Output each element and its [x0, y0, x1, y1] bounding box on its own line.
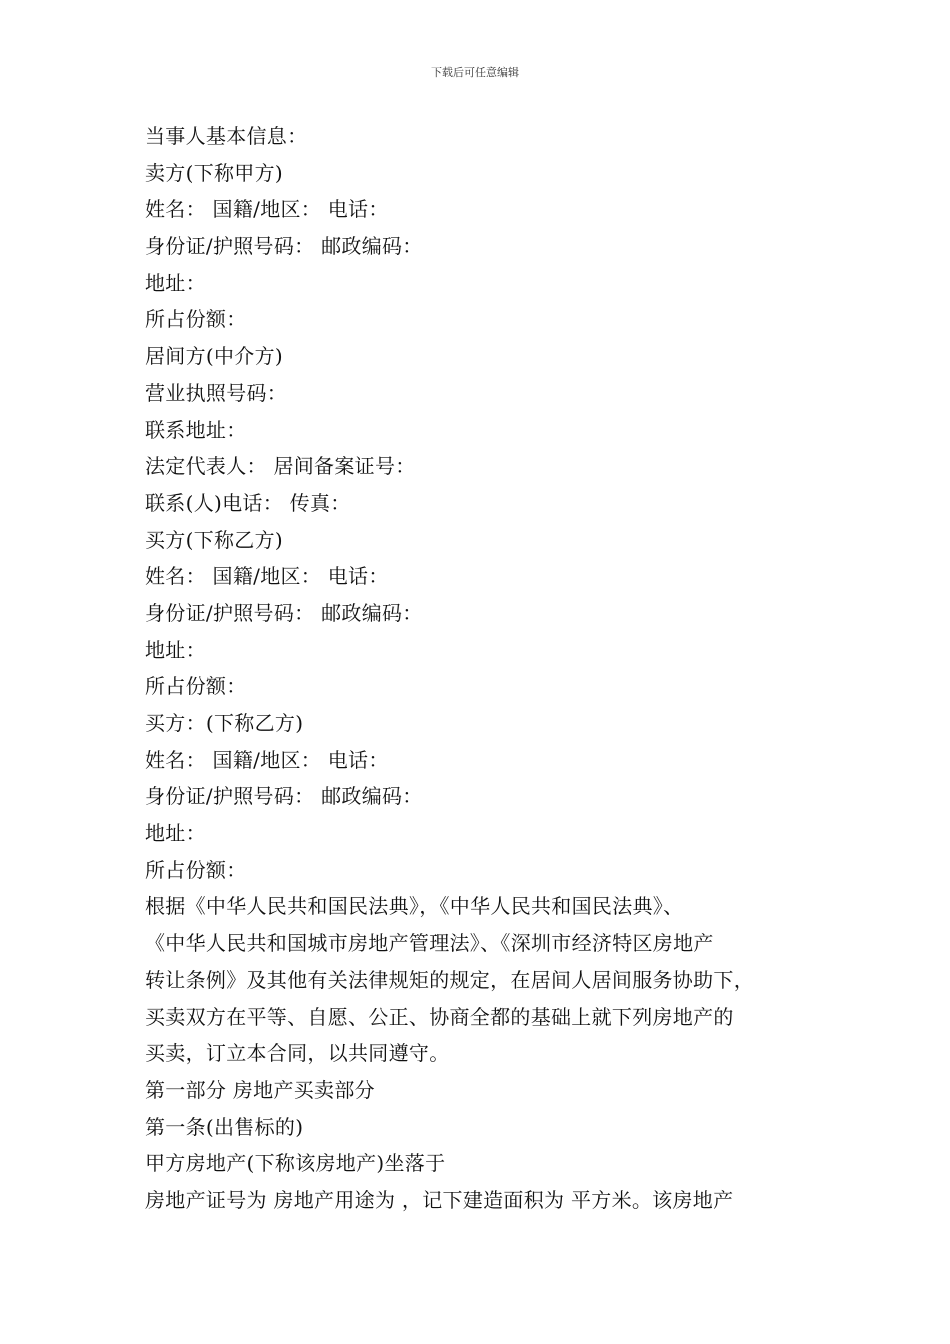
paragraph-line: 《中华人民共和国城市房地产管理法》、《深圳市经济特区房地产	[145, 931, 714, 956]
legal-basis-paragraph	[145, 888, 825, 1071]
document-body	[145, 118, 825, 1219]
buyer-id-line: 身份证/护照号码： 邮政编码：	[145, 600, 423, 625]
paragraph-line: 买卖双方在平等、自愿、公正、协商全都的基础上就下列房地产的	[145, 1004, 734, 1029]
buyer2-id-line: 身份证/护照号码： 邮政编码：	[145, 784, 423, 809]
buyer-address-line: 地址：	[145, 637, 206, 662]
buyer-heading: 买方(下称乙方)	[145, 527, 284, 552]
paragraph-line: 转让条例》及其他有关法律规矩的规定，在居间人居间服务协助下，	[145, 967, 754, 992]
buyer2-name-line: 姓名： 国籍/地区： 电话：	[145, 747, 389, 772]
agent-representative-line: 法定代表人： 居间备案证号：	[145, 454, 416, 479]
property-location-line: 甲方房地产(下称该房地产)坐落于	[145, 1151, 446, 1176]
paragraph-line: 买卖，订立本合同，以共同遵守。	[145, 1041, 450, 1066]
agent-address-line: 联系地址：	[145, 417, 247, 442]
buyer-share-line: 所占份额：	[145, 674, 247, 699]
paragraph-line: 根据《中华人民共和国民法典》，《中华人民共和国民法典》、	[145, 894, 684, 919]
page-header: 下载后可任意编辑	[431, 66, 519, 79]
seller-heading: 卖方(下称甲方)	[145, 160, 284, 185]
buyer2-heading: 买方：(下称乙方)	[145, 711, 304, 735]
agent-contact-line: 联系(人)电话： 传真：	[145, 490, 351, 515]
agent-heading: 居间方(中介方)	[145, 344, 284, 369]
buyer2-address-line: 地址：	[145, 821, 206, 846]
buyer2-share-line: 所占份额：	[145, 857, 247, 882]
section-heading-party-info: 当事人基本信息：	[145, 124, 308, 148]
seller-id-line: 身份证/护照号码： 邮政编码：	[145, 234, 423, 259]
seller-share-line: 所占份额：	[145, 307, 247, 332]
seller-address-line: 地址：	[145, 270, 206, 295]
article-one-heading: 第一条(出售标的)	[145, 1114, 304, 1139]
part-one-heading: 第一部分 房地产买卖部分	[145, 1077, 375, 1102]
property-certificate-line: 房地产证号为 房地产用途为 ，记下建造面积为 平方米。该房地产	[145, 1187, 734, 1212]
buyer-name-line: 姓名： 国籍/地区： 电话：	[145, 564, 389, 589]
seller-name-line: 姓名： 国籍/地区： 电话：	[145, 197, 389, 222]
agent-license-line: 营业执照号码：	[145, 380, 288, 405]
